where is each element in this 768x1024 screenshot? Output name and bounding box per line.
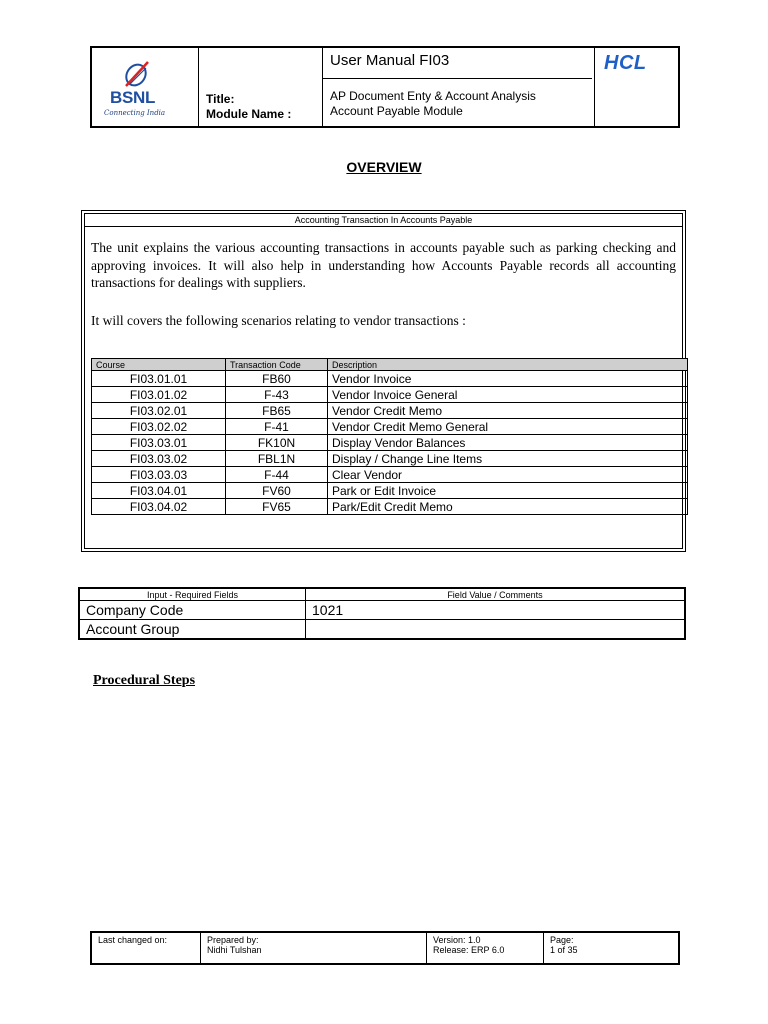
field-value-cell — [306, 620, 686, 640]
document-subtitle: AP Document Enty & Account Analysis — [330, 89, 536, 103]
description-cell: Park/Edit Credit Memo — [328, 499, 688, 515]
field-name-cell: Company Code — [79, 601, 306, 620]
document-footer — [90, 931, 680, 965]
document-title: User Manual FI03 — [330, 52, 450, 69]
module-name-label: Module Name : — [206, 107, 292, 121]
title-label: Title: — [206, 92, 235, 106]
table-row — [92, 419, 688, 435]
table-row — [92, 483, 688, 499]
hcl-logo: HCL — [604, 52, 647, 74]
course-cell: FI03.01.01 — [92, 371, 226, 387]
header-divider — [198, 48, 199, 126]
table-header-row — [79, 588, 685, 601]
description-cell: Display Vendor Balances — [328, 435, 688, 451]
transaction-code-cell: F-43 — [226, 387, 328, 403]
course-cell: FI03.03.01 — [92, 435, 226, 451]
page-number: 1 of 35 — [550, 945, 578, 955]
overview-box — [81, 210, 686, 552]
table-row — [92, 387, 688, 403]
page-label: Page: — [550, 935, 574, 945]
description-cell: Vendor Invoice — [328, 371, 688, 387]
table-row — [79, 601, 685, 620]
column-header-description: Description — [328, 359, 688, 371]
overview-box-title: Accounting Transaction In Accounts Payable — [85, 214, 682, 227]
table-row — [92, 371, 688, 387]
header-divider — [322, 48, 323, 126]
course-cell: FI03.02.01 — [92, 403, 226, 419]
description-cell: Clear Vendor — [328, 467, 688, 483]
transaction-code-cell: FK10N — [226, 435, 328, 451]
header-divider — [594, 48, 595, 126]
description-cell: Display / Change Line Items — [328, 451, 688, 467]
overview-heading: OVERVIEW — [346, 159, 422, 175]
transaction-code-cell: FBL1N — [226, 451, 328, 467]
version-value: Version: 1.0 — [433, 935, 481, 945]
transaction-code-cell: FV65 — [226, 499, 328, 515]
module-name-value: Account Payable Module — [330, 104, 463, 118]
field-value-cell: 1021 — [306, 601, 686, 620]
courses-table — [91, 358, 688, 515]
column-header-field-value: Field Value / Comments — [306, 588, 686, 601]
transaction-code-cell: FB60 — [226, 371, 328, 387]
prepared-by-value: Nidhi Tulshan — [207, 945, 262, 955]
header-divider — [322, 78, 592, 79]
field-name-cell: Account Group — [79, 620, 306, 640]
column-header-input-fields: Input - Required Fields — [79, 588, 306, 601]
table-row — [92, 499, 688, 515]
transaction-code-cell: FB65 — [226, 403, 328, 419]
transaction-code-cell: F-44 — [226, 467, 328, 483]
bsnl-logo — [98, 60, 194, 120]
description-cell: Vendor Invoice General — [328, 387, 688, 403]
table-row — [92, 467, 688, 483]
description-cell: Vendor Credit Memo General — [328, 419, 688, 435]
course-cell: FI03.01.02 — [92, 387, 226, 403]
version-cell — [427, 932, 544, 964]
page-cell — [544, 932, 680, 964]
course-cell: FI03.02.02 — [92, 419, 226, 435]
description-cell: Vendor Credit Memo — [328, 403, 688, 419]
required-fields-table — [78, 587, 686, 640]
last-changed-label: Last changed on: — [98, 935, 168, 945]
last-changed-cell — [91, 932, 201, 964]
scenarios-intro: It will covers the following scenarios relating to vendor transactions : — [91, 313, 466, 328]
course-cell: FI03.04.01 — [92, 483, 226, 499]
overview-box-inner — [84, 213, 683, 549]
prepared-by-cell — [201, 932, 427, 964]
description-cell: Park or Edit Invoice — [328, 483, 688, 499]
table-row — [92, 403, 688, 419]
transaction-code-cell: FV60 — [226, 483, 328, 499]
column-header-transaction-code: Transaction Code — [226, 359, 328, 371]
document-header — [90, 46, 680, 128]
release-value: Release: ERP 6.0 — [433, 945, 505, 955]
table-row — [92, 435, 688, 451]
transaction-code-cell: F-41 — [226, 419, 328, 435]
course-cell: FI03.03.02 — [92, 451, 226, 467]
bsnl-tagline: Connecting India — [104, 109, 166, 117]
overview-paragraph: The unit explains the various accounting transactions in accounts payable such as parking checking and approving invoices. It will also help in understanding how Accounts Payable records all accounting transactions for dealings with suppliers. — [91, 240, 676, 290]
table-row — [79, 620, 685, 640]
bsnl-wordmark: BSNL — [110, 88, 156, 107]
prepared-by-label: Prepared by: — [207, 935, 259, 945]
column-header-course: Course — [92, 359, 226, 371]
table-header-row — [92, 359, 688, 371]
table-row — [92, 451, 688, 467]
procedural-steps-heading: Procedural Steps — [93, 673, 196, 688]
course-cell: FI03.03.03 — [92, 467, 226, 483]
course-cell: FI03.04.02 — [92, 499, 226, 515]
bsnl-swirl-icon — [122, 60, 154, 90]
